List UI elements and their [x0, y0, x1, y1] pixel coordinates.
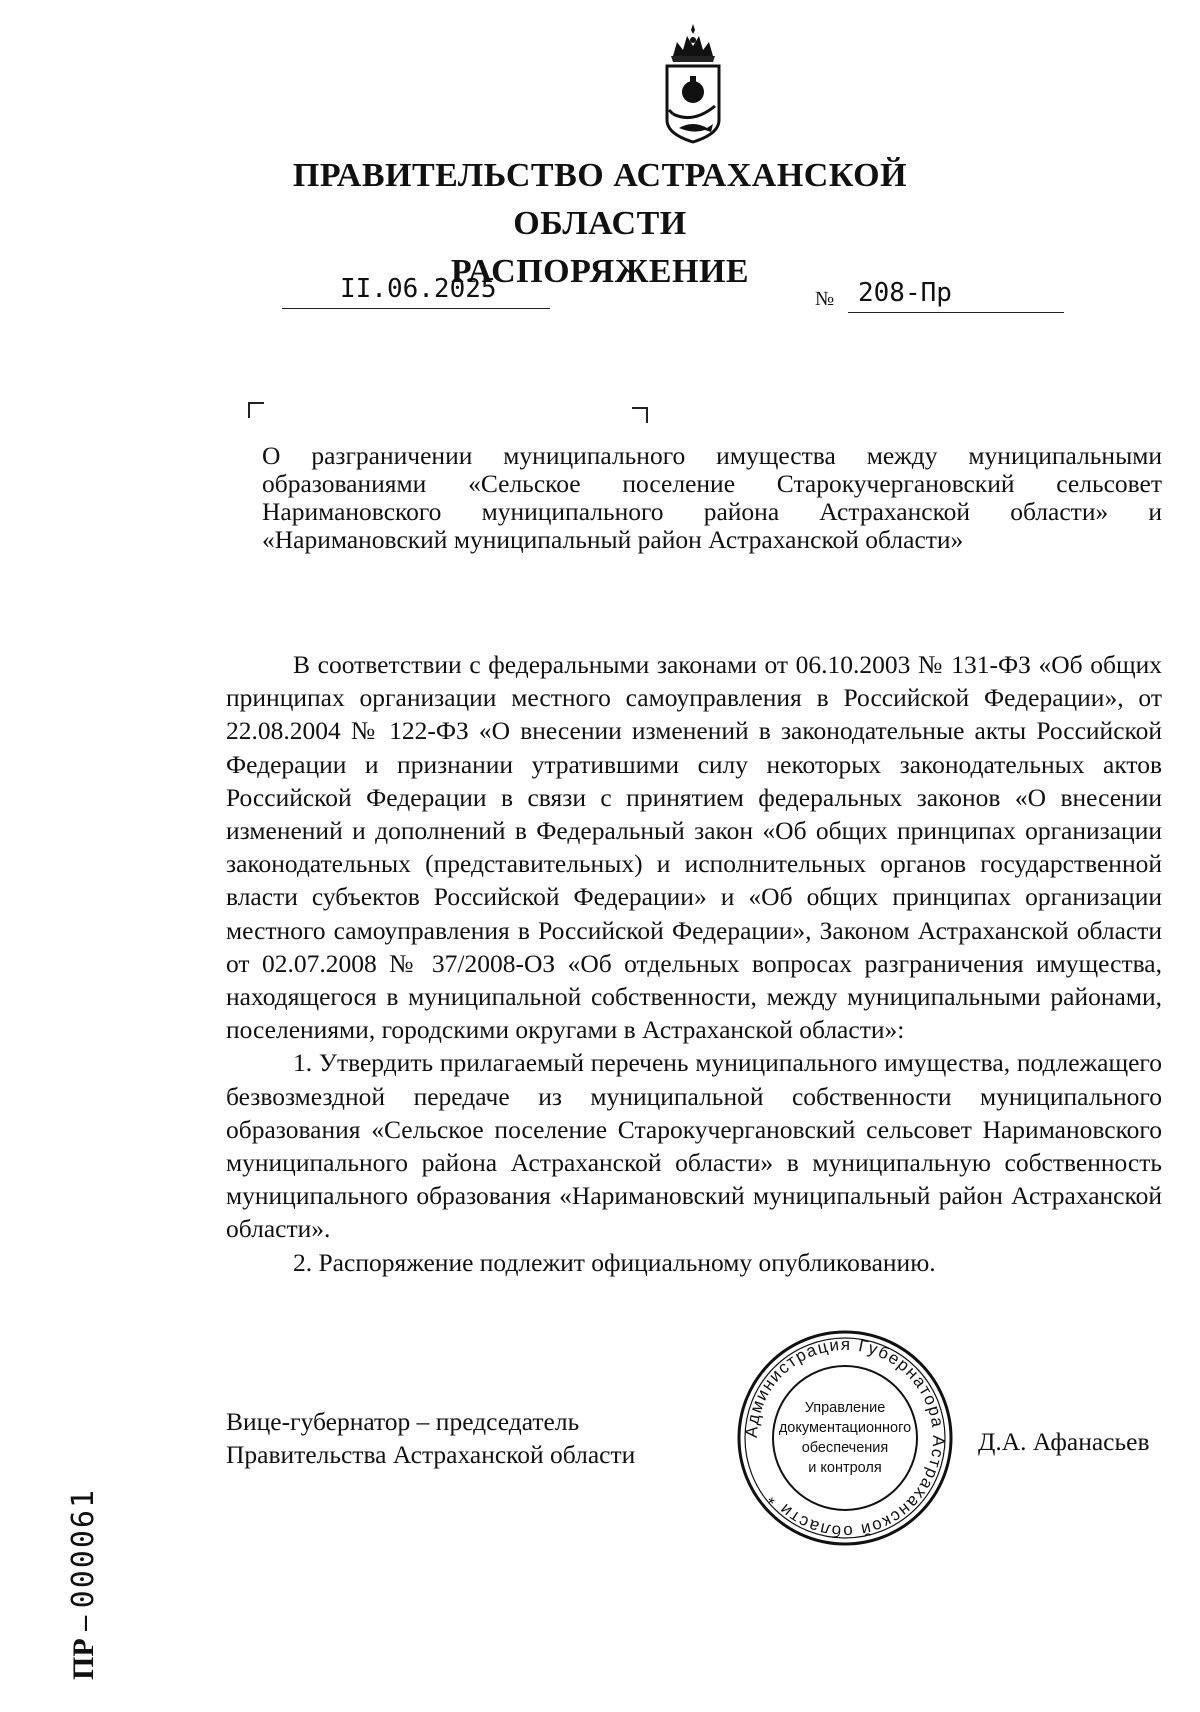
stamp-outer-text: Администрация Губернатора Астраханской области *: [741, 1334, 949, 1542]
item-1-paragraph: 1. Утвердить прилагаемый перечень муниципального имущества, подлежащего безвозмездной передаче из муниципальной собственности муниципального образования «Сельское поселение Старокучергановский сельсовет Наримановского муниципального района Астраханской области» в муниципальную собственность муниципального образования «Наримановский муниципальный район Астраханской области».: [226, 1048, 1162, 1244]
subject-bracket-left: [248, 402, 264, 418]
stamp-line-2: документационного: [778, 1420, 912, 1436]
preamble-paragraph: В соответствии с федеральными законами от 06.10.2003 № 131-ФЗ «Об общих принципах организации местного самоуправления в Российской Федерации», от 22.08.2004 № 122-ФЗ «О внесении изменений в законодательные акты Российской Федерации и признании утратившими силу некоторых законодательных актов Российской Федерации в связи с принятием федеральных законов «О внесении изменений и дополнений в Федеральный закон «Об общих принципах организации законодательных (представительных) и исполнительных органов государственной власти субъектов Российской Федерации» и «Об общих принципах организации местного самоуправления в Российской Федерации», Законом Астраханской области от 02.07.2008 № 37/2008-ОЗ «Об отдельных вопросах разграничения имущества, находящегося в муниципальной собственности, между муниципальными районами, поселениями, городскими округами в Астраханской области»:: [226, 650, 1162, 1045]
subject-bracket-right: [632, 407, 648, 423]
signatory-title-line-2: Правительства Астраханской области: [226, 1440, 636, 1469]
signatory-name: Д.А. Афанасьев: [978, 1427, 1150, 1456]
item-2-paragraph: 2. Распоряжение подлежит официальному опубликованию.: [293, 1247, 936, 1277]
signatory-title: [226, 1405, 635, 1471]
coat-of-arms-icon: [643, 20, 743, 148]
document-type-title: РАСПОРЯЖЕНИЕ: [450, 253, 750, 290]
number-field: [848, 276, 1064, 313]
stamp-center-text: [777, 1396, 913, 1480]
stamp-line-4: и контроля: [808, 1460, 882, 1476]
number-sign: №: [815, 288, 835, 310]
document-body: [226, 648, 1162, 1279]
document-subject: О разграничении муниципального имущества между муниципальными образованиями «Сельское поселение Старокучергановский сельсовет Наримановского муниципального района Астраханской области» и «Наримановский муниципальный район Астраханской области»: [262, 441, 1162, 554]
organization-title: ПРАВИТЕЛЬСТВО АСТРАХАНСКОЙ ОБЛАСТИ: [292, 157, 908, 242]
document-number: 208-Пр: [858, 278, 952, 308]
document-date: II.06.2025: [340, 274, 497, 304]
stamp-line-3: обеспечения: [801, 1440, 889, 1456]
date-field: [282, 272, 550, 309]
stamp-line-1: Управление: [804, 1400, 886, 1416]
margin-number: 000061: [66, 1487, 101, 1609]
margin-registration-code: [66, 1488, 101, 1680]
signatory-title-line-1: Вице-губернатор – председатель: [226, 1407, 580, 1436]
margin-prefix: ПР –: [67, 1615, 100, 1680]
